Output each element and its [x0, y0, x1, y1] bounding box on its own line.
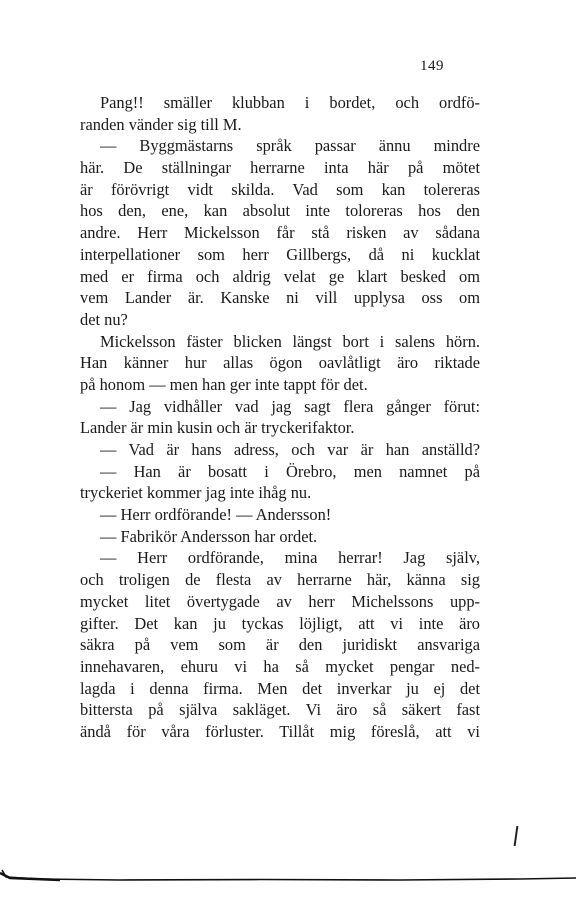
text-line: här. De ställningar herrarne inta här på mötet: [80, 158, 480, 178]
text-line: Han känner hur allas ögon oavlåtligt äro riktade: [80, 353, 480, 373]
text-line: hos den, ene, kan absolut inte toloreras hos den: [80, 201, 480, 221]
text-line: är förövrigt vidt skilda. Vad som kan tolereras: [80, 179, 480, 199]
text-line: det nu?: [80, 309, 128, 329]
text-line: säkra på vem som är den juridiskt ansvariga: [80, 635, 480, 655]
text-line: — Byggmästarns språk passar ännu mindre: [100, 136, 480, 156]
text-line: Lander är min kusin och är tryckerifaktor.: [80, 418, 355, 438]
page-number: 149: [420, 58, 444, 74]
text-line: på honom — men han ger inte tappt för det.: [80, 374, 368, 394]
text-line: tryckeriet kommer jag inte ihåg nu.: [80, 483, 312, 503]
text-line: — Herr ordförande, mina herrar! Jag själv,: [100, 548, 480, 568]
text-line: Pang!! smäller klubban i bordet, och ordfö-: [100, 93, 480, 112]
text-line: med er firma och aldrig velat ge klart besked om: [80, 266, 480, 286]
text-line: — Herr ordförande! — Andersson!: [100, 505, 332, 525]
text-line: gifter. Det kan ju tyckas löjligt, att vi inte äro: [80, 613, 480, 633]
text-line: — Vad är hans adress, och var är han anställd?: [100, 440, 480, 459]
text-line: innehavaren, ehuru vi ha så mycket pengar ned-: [80, 656, 480, 676]
text-line: bittersta på själva sakläget. Vi äro så säkert fast: [80, 700, 480, 720]
body-text: [80, 92, 480, 743]
text-line: ändå för våra förluster. Tillåt mig föreslå, att vi: [80, 721, 480, 741]
text-line: — Jag vidhåller vad jag sagt flera gånger förut:: [100, 396, 480, 416]
margin-pencil-mark: [514, 826, 519, 846]
text-line: interpellationer som herr Gillbergs, då ni kucklat: [80, 244, 480, 264]
text-line: Mickelsson fäster blicken längst bort i salens hörn.: [100, 331, 480, 351]
text-line: mycket litet övertygade av herr Michelssons upp-: [80, 591, 480, 611]
text-line: randen vänder sig till M.: [80, 114, 242, 134]
page-bottom-edge: [0, 868, 576, 882]
text-line: lagda i denna firma. Men det inverkar ju ej det: [80, 678, 480, 698]
text-line: vem Lander är. Kanske ni vill upplysa oss om: [80, 288, 480, 308]
text-line: — Fabrikör Andersson har ordet.: [100, 526, 318, 546]
text-line: — Han är bosatt i Örebro, men namnet på: [100, 461, 480, 481]
text-line: och troligen de flesta av herrarne här, känna sig: [80, 570, 480, 590]
text-line: andre. Herr Mickelsson får stå risken av sådana: [80, 223, 480, 243]
